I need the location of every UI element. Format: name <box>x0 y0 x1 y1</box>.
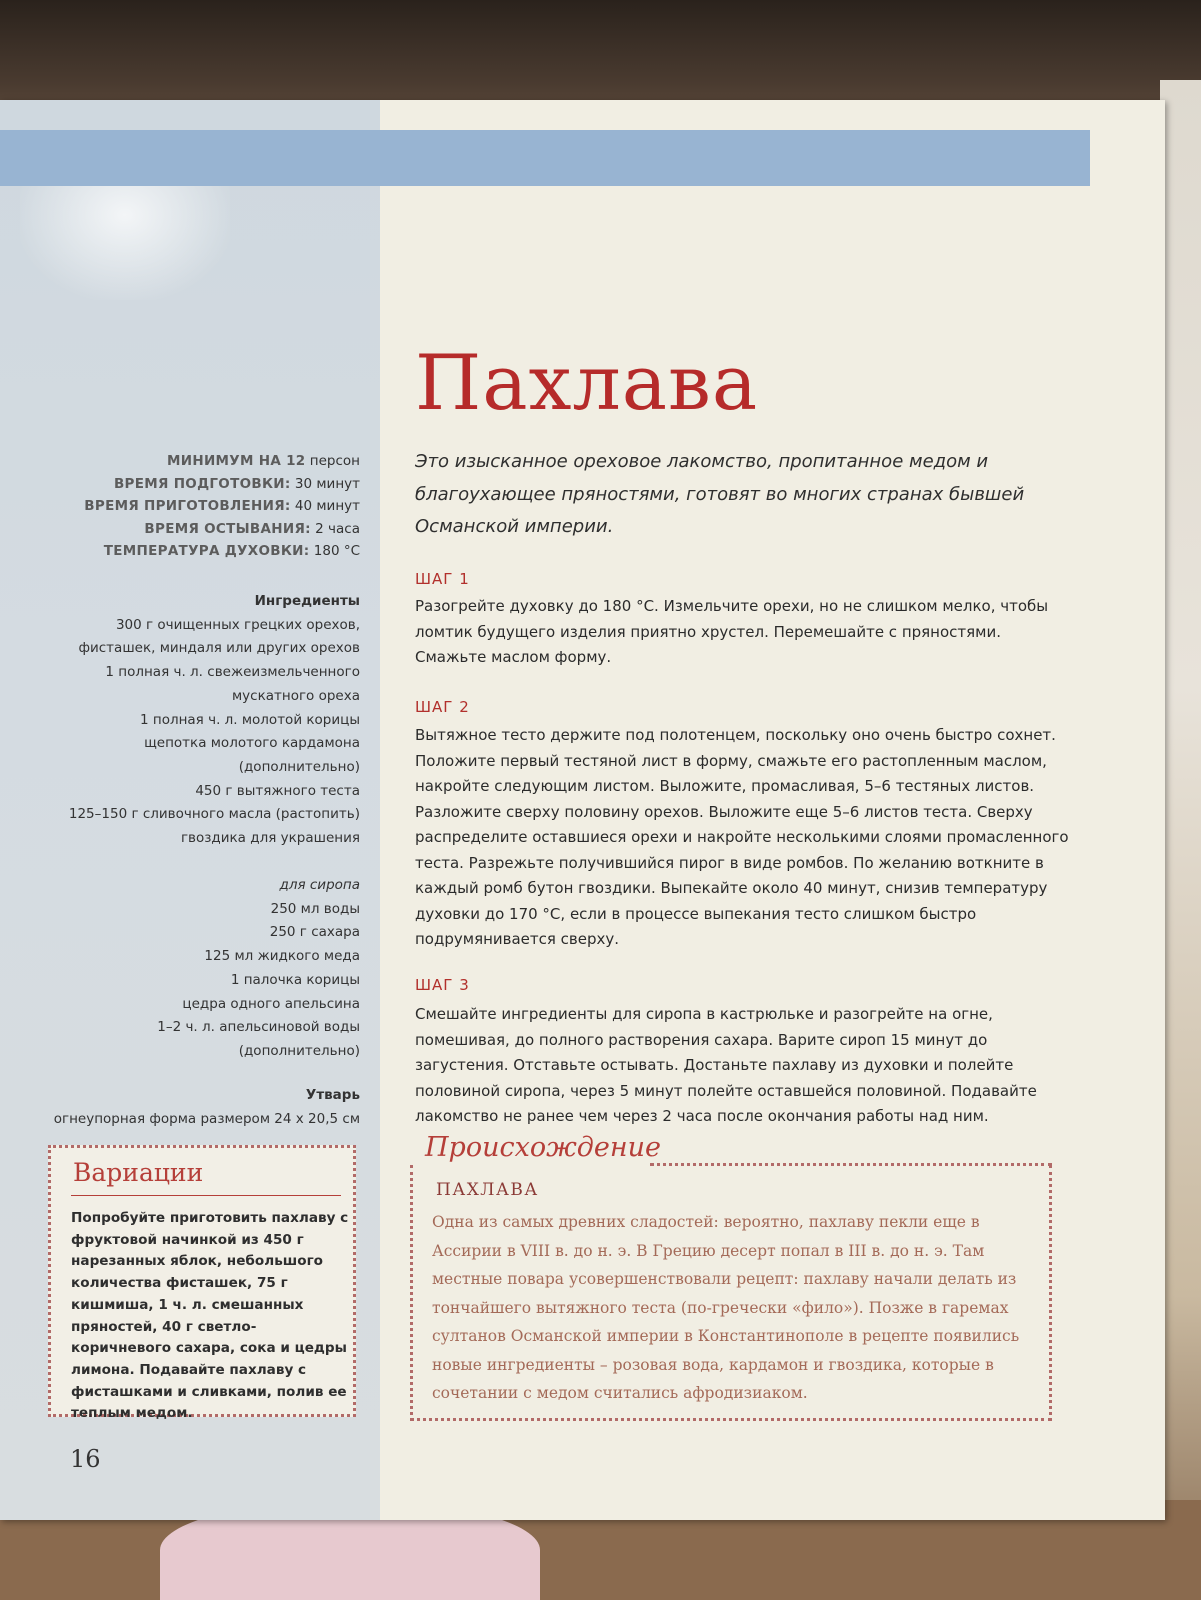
ingredient-line: (дополнительно) <box>238 758 360 775</box>
variations-title: Вариации <box>73 1158 204 1187</box>
meta-cool-time: ВРЕМЯ ОСТЫВАНИЯ: 2 часа <box>144 520 360 537</box>
syrup-line: 125 мл жидкого меда <box>204 948 360 965</box>
syrup-heading: для сиропа <box>279 877 360 893</box>
variations-box <box>48 1145 356 1422</box>
origin-top-border <box>650 1163 1052 1166</box>
step-3-text: Смешайте ингредиенты для сиропа в кастрюльке и разогрейте на огне, помешивая, до полного растворения сахара. Варите сироп 15 минут до загустения. Отставьте остывать. Достаньте пахлаву из духовки и полейте половиной сиропа, через 5 минут полейте оставшейся половиной. Подавайте лакомство не ранее чем через 2 часа после окончания работы над ним. <box>415 1005 1037 1125</box>
header-band <box>0 130 1090 186</box>
ingredient-line: 1 полная ч. л. свежеизмельченного <box>105 664 360 681</box>
syrup-line: 1 палочка корицы <box>230 971 360 988</box>
recipe-title: Пахлава <box>415 338 759 427</box>
recipe-meta <box>20 450 360 563</box>
origin-subtitle: ПАХЛАВА <box>436 1180 539 1200</box>
ingredient-line: гвоздика для украшения <box>180 830 360 847</box>
meta-servings: МИНИМУМ НА 12 персон <box>167 453 360 469</box>
equipment-heading: Утварь <box>305 1087 360 1103</box>
ingredient-line: 125–150 г сливочного масла (растопить) <box>68 806 360 823</box>
background-right <box>1160 80 1201 1600</box>
syrup-line: 1–2 ч. л. апельсиновой воды <box>157 1019 360 1036</box>
equipment-block <box>20 1084 360 1131</box>
step-1-label: ШАГ 1 <box>415 570 470 588</box>
ingredient-line: щепотка молотого кардамона <box>144 735 360 752</box>
step-3-label: ШАГ 3 <box>415 976 470 994</box>
syrup-line: (дополнительно) <box>238 1042 360 1059</box>
ingredients-heading: Ингредиенты <box>254 593 360 609</box>
variations-rule <box>71 1195 341 1196</box>
page-number: 16 <box>70 1445 101 1473</box>
meta-oven-temp: ТЕМПЕРАТУРА ДУХОВКИ: 180 °С <box>103 543 360 559</box>
step-2-text: Вытяжное тесто держите под полотенцем, поскольку оно очень быстро сохнет. Положите первый тестяной лист в форму, смажьте его растопленным маслом, накройте следующим листом. Выложите, промасливая, 5–6 тестяных листов. Разложите сверху половину орехов. Выложите еще 5–6 листов теста. Сверху распределите оставшиеся орехи и накройте несколькими слоями промасленного теста. Разрежьте получившийся пирог в виде ромбов. По желанию воткните в каждый ромб бутон гвоздики. Выпекайте около 40 минут, снизив температуру духовки до 170 °С, если в процессе выпекания тесто слишком быстро подрумянивается сверху. <box>415 726 1069 948</box>
syrup-line: 250 г сахара <box>269 924 360 941</box>
ingredient-line: 300 г очищенных грецких орехов, <box>115 616 360 633</box>
variations-body: Попробуйте приготовить пахлаву с фруктовой начинкой из 450 г нарезанных яблок, небольшого количества фисташек, 75 г кишмиша, 1 ч. л. смешанных пряностей, 40 г светло-коричневого сахара, сока и цедры лимона. Подавайте пахлаву с фисташками и сливками, полив ее теплым медом. <box>71 1210 349 1422</box>
equipment-text: огнеупорная форма размером 24 х 20,5 см <box>53 1110 360 1127</box>
ingredient-line: мускатного ореха <box>231 687 360 704</box>
syrup-list <box>20 874 360 1064</box>
meta-cook-time: ВРЕМЯ ПРИГОТОВЛЕНИЯ: 40 минут <box>84 498 360 514</box>
recipe-intro: Это изысканное ореховое лакомство, пропитанное медом и благоухающее пряностями, готовят во многих странах бывшей Османской империи. <box>415 451 1025 537</box>
step-2-label: ШАГ 2 <box>415 698 470 716</box>
meta-prep-time: ВРЕМЯ ПОДГОТОВКИ: 30 минут <box>113 475 360 492</box>
step-1-text: Разогрейте духовку до 180 °С. Измельчите орехи, но не слишком мелко, чтобы ломтик будущего изделия приятно хрустел. Перемешайте с пряностями. Смажьте маслом форму. <box>415 597 1049 666</box>
ingredients-list <box>20 590 360 851</box>
ingredient-line: 450 г вытяжного теста <box>195 782 360 799</box>
origin-body: Одна из самых древних сладостей: вероятно, пахлаву пекли еще в Ассирии в VIII в. до н. э. В Грецию десерт попал в III в. до н. э. Там местные повара усовершенствовали рецепт: пахлаву начали делать из тончайшего вытяжного теста (по-гречески «фило»). Позже в гаремах султанов Османской империи в Константинополе в рецепте появились новые ингредиенты – розовая вода, кардамон и гвоздика, которые в сочетании с медом считались афродизиаком. <box>432 1213 1020 1402</box>
ingredient-line: фисташек, миндаля или других орехов <box>78 640 360 657</box>
origin-title: Происхождение <box>425 1132 667 1163</box>
ingredient-line: 1 полная ч. л. молотой корицы <box>139 711 360 728</box>
syrup-line: 250 мл воды <box>270 900 360 917</box>
syrup-line: цедра одного апельсина <box>182 995 360 1012</box>
book-page <box>0 100 1165 1520</box>
